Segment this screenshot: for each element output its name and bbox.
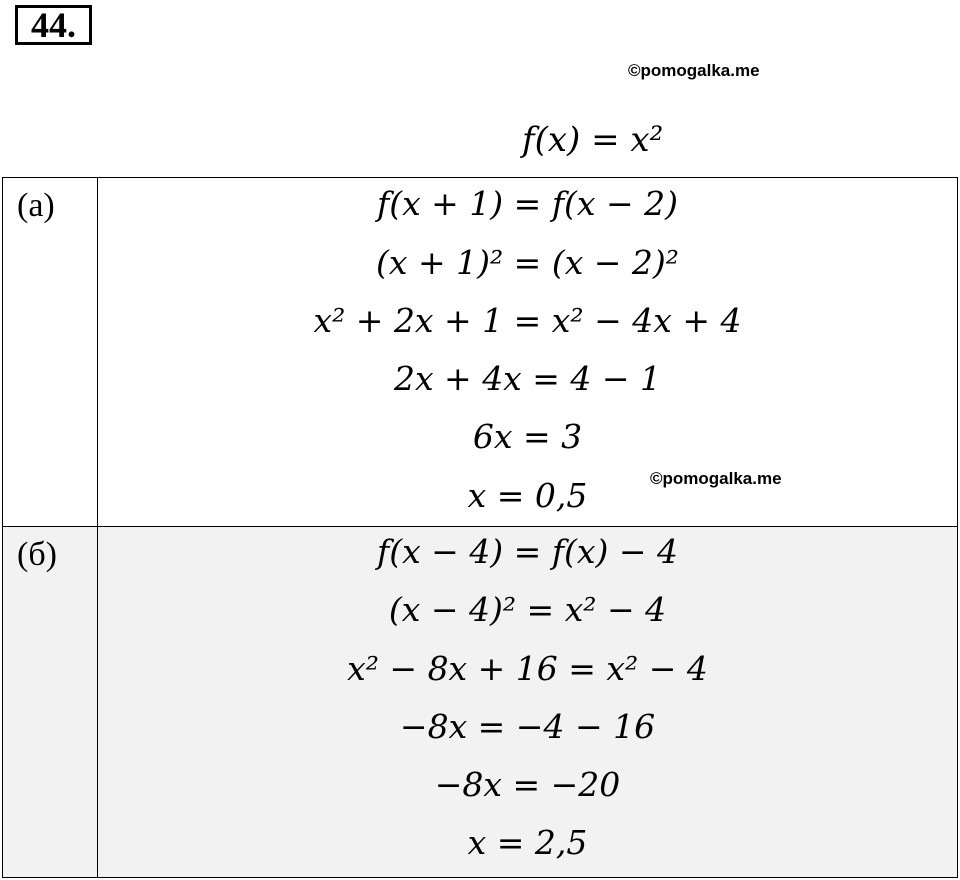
part-b-label: (б) (17, 536, 57, 573)
part-a-steps (98, 178, 957, 526)
solution-table (2, 177, 958, 878)
watermark-top: ©pomogalka.me (628, 61, 760, 80)
part-b-step: −8x = −4 − 16 (399, 707, 656, 746)
part-a-step: f(x + 1) = f(x − 2) (376, 184, 679, 223)
part-b-step: x² − 8x + 16 = x² − 4 (347, 649, 708, 688)
part-a-label: (а) (17, 187, 55, 224)
watermark-middle: ©pomogalka.me (650, 469, 782, 488)
part-b-steps (98, 527, 957, 877)
part-b-step: −8x = −20 (434, 765, 621, 804)
part-a-step: 2x + 4x = 4 − 1 (393, 359, 662, 398)
part-b-row (3, 526, 957, 877)
part-a-step: (x + 1)² = (x − 2)² (375, 243, 680, 282)
part-a-row (3, 178, 957, 526)
part-b-step: f(x − 4) = f(x) − 4 (376, 532, 679, 571)
part-a-step: 6x = 3 (472, 417, 583, 456)
part-a-step: x = 0,5 (467, 476, 588, 515)
given-function: f(x) = x² (522, 120, 664, 160)
part-b-step: (x − 4)² = x² − 4 (388, 590, 667, 629)
part-b-step: x = 2,5 (467, 823, 588, 862)
part-b-label-cell (3, 527, 98, 877)
part-a-label-cell (3, 178, 98, 526)
task-number: 44. (15, 5, 92, 45)
part-a-step: x² + 2x + 1 = x² − 4x + 4 (313, 301, 742, 340)
